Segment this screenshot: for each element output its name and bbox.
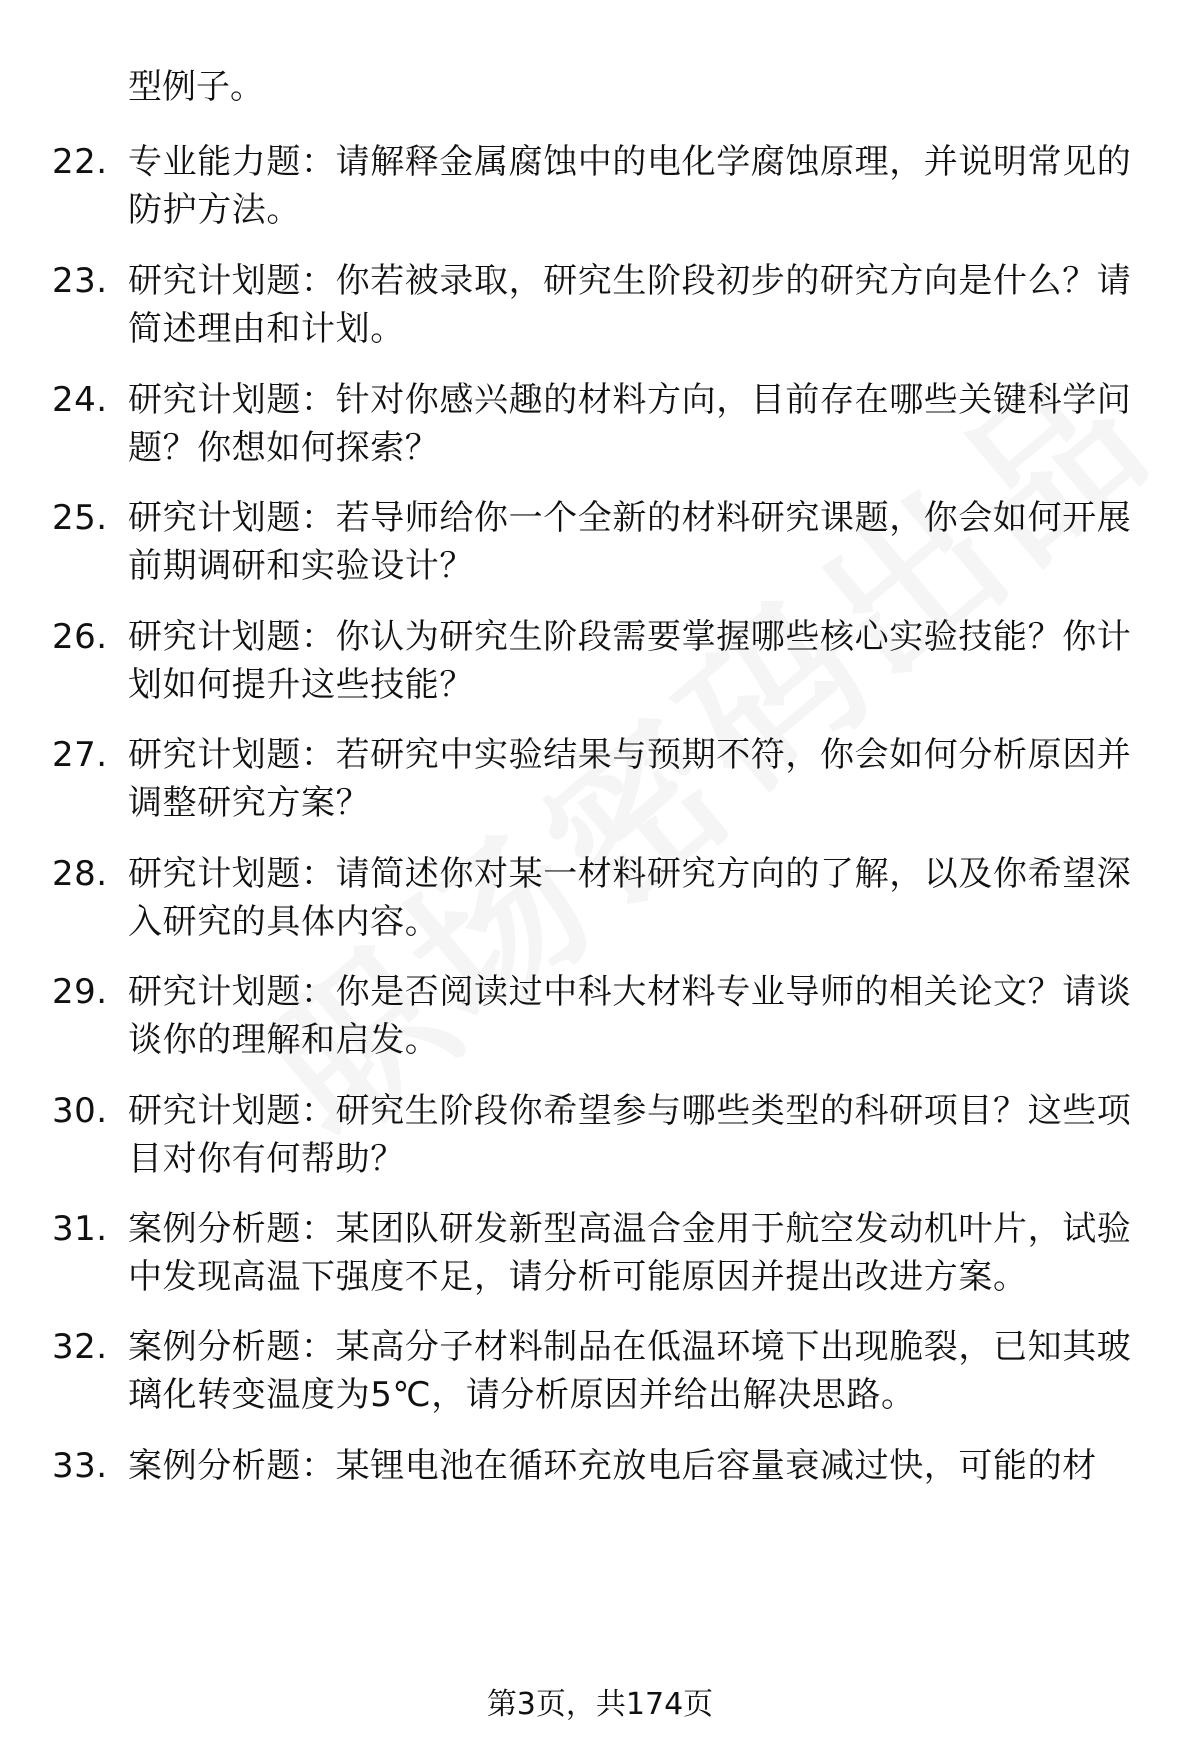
item-text: 研究计划题：若研究中实验结果与预期不符，你会如何分析原因并调整研究方案？ xyxy=(128,735,1132,823)
item-number: 22. xyxy=(52,142,108,182)
item-number: 31. xyxy=(52,1209,108,1249)
item-number: 30. xyxy=(52,1091,108,1131)
item-number: 26. xyxy=(52,617,108,657)
item-text: 研究计划题：研究生阶段你希望参与哪些类型的科研项目？这些项目对你有何帮助？ xyxy=(128,1091,1132,1179)
item-text: 专业能力题：请解释金属腐蚀中的电化学腐蚀原理，并说明常见的防护方法。 xyxy=(128,142,1132,230)
item-number: 27. xyxy=(52,735,108,775)
item-number: 28. xyxy=(52,854,108,894)
item-text: 案例分析题：某团队研发新型高温合金用于航空发动机叶片，试验中发现高温下强度不足，请分析可能原因并提出改进方案。 xyxy=(128,1209,1132,1297)
item-text: 案例分析题：某高分子材料制品在低温环境下出现脆裂，已知其玻璃化转变温度为5℃，请分析原因并给出解决思路。 xyxy=(128,1327,1132,1415)
item-text: 案例分析题：某锂电池在循环充放电后容量衰减过快，可能的材 xyxy=(128,1446,1097,1486)
page-footer: 第3页，共174页 xyxy=(486,1687,714,1722)
item-text: 研究计划题：针对你感兴趣的材料方向，目前存在哪些关键科学问题？你想如何探索？ xyxy=(128,380,1132,468)
item-text: 研究计划题：若导师给你一个全新的材料研究课题，你会如何开展前期调研和实验设计？ xyxy=(128,498,1132,586)
item-text: 研究计划题：你认为研究生阶段需要掌握哪些核心实验技能？你计划如何提升这些技能？ xyxy=(128,617,1132,705)
item-text: 研究计划题：你若被录取，研究生阶段初步的研究方向是什么？请简述理由和计划。 xyxy=(128,261,1132,349)
item-number: 23. xyxy=(52,261,108,301)
item-number: 32. xyxy=(52,1327,108,1367)
item-text: 研究计划题：你是否阅读过中科大材料专业导师的相关论文？请谈谈你的理解和启发。 xyxy=(128,972,1132,1060)
item-number: 29. xyxy=(52,972,108,1012)
item-text: 研究计划题：请简述你对某一材料研究方向的了解，以及你希望深入研究的具体内容。 xyxy=(128,854,1132,942)
item-number: 25. xyxy=(52,498,108,538)
item-number: 33. xyxy=(52,1446,108,1486)
item-number: 24. xyxy=(52,380,108,420)
continued-text: 型例子。 xyxy=(128,67,264,107)
